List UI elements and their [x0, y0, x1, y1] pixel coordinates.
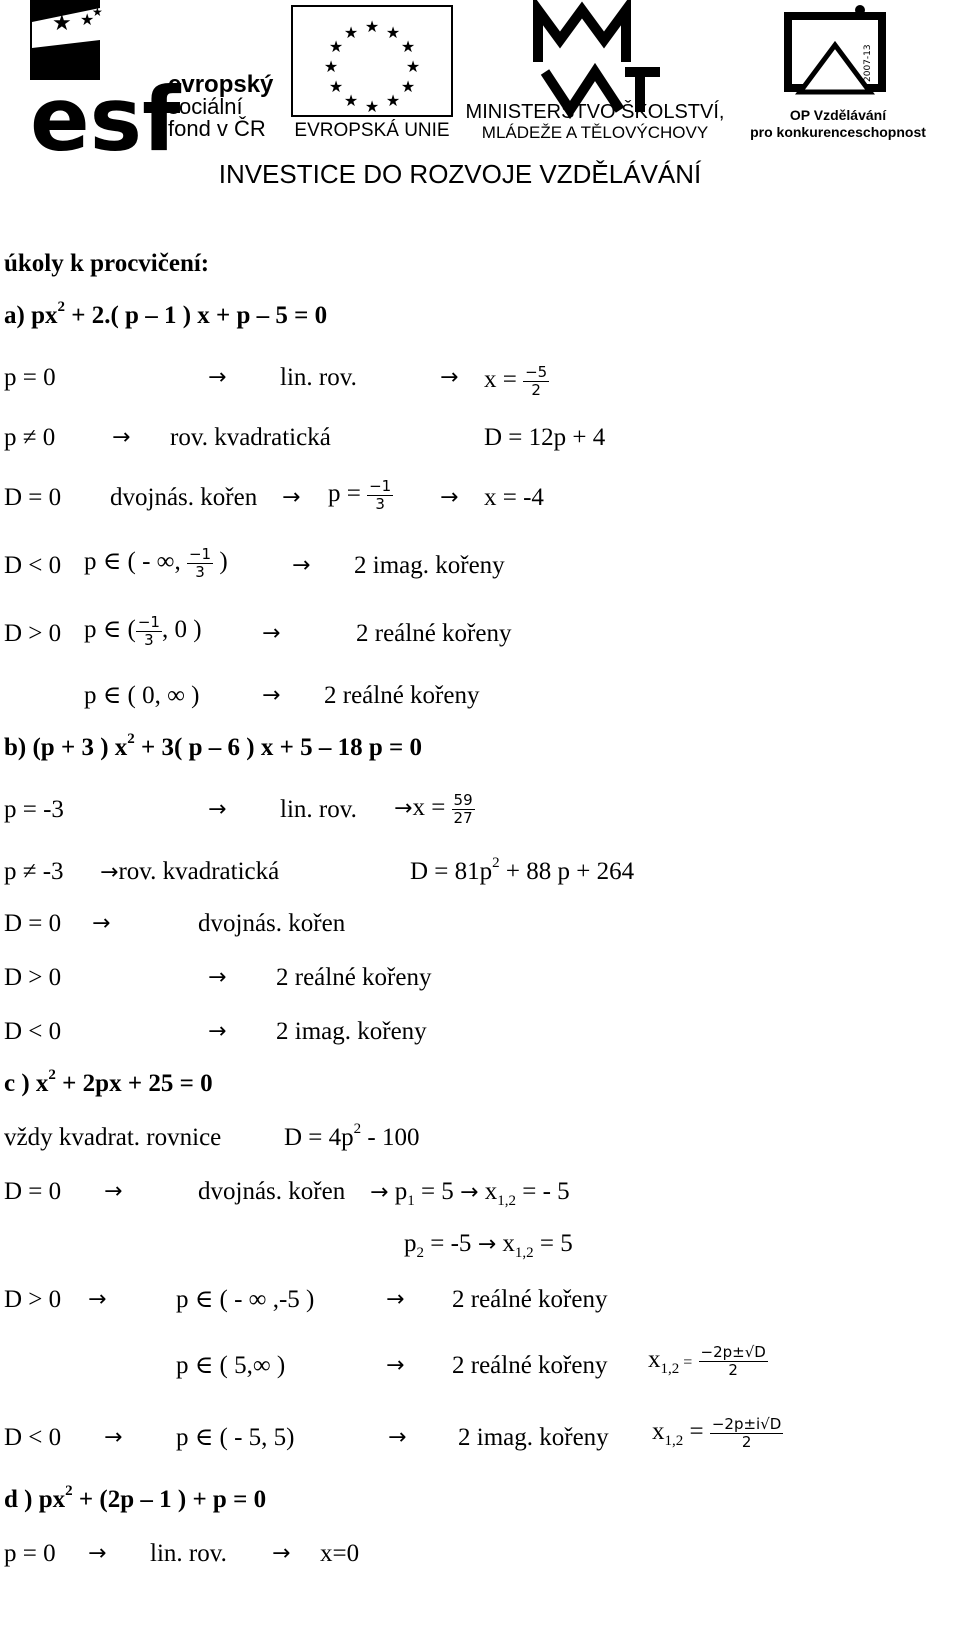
fraction: $\frac{-1}{3}$: [188, 545, 212, 581]
exercises-heading: úkoly k procvičení:: [4, 250, 210, 277]
arrow-icon: →: [370, 1180, 389, 1205]
svg-text:evropský: evropský: [168, 71, 274, 98]
task-b-title: b) (p + 3 ) $x^2 + 3$( p – 6 ) x + 5 – 18 p = 0: [4, 731, 422, 761]
arrow-icon: →: [262, 621, 281, 646]
op-vzdelavani-logo: [750, 5, 926, 140]
a-line2-p: p ≠ 0: [4, 424, 56, 451]
arrow-icon: →: [112, 425, 131, 450]
a-line3-D: D = 0: [4, 484, 62, 511]
arrow-icon: →: [88, 1541, 107, 1566]
banner-title: INVESTICE DO ROZVOJE VZDĚLÁVÁNÍ: [218, 159, 702, 189]
b-line5-result: 2 imag. kořeny: [276, 1018, 427, 1045]
svg-text:★: ★: [400, 37, 416, 56]
c-line5-result: 2 reálné kořeny: [452, 1352, 608, 1379]
b-line1-type: lin. rov.: [280, 796, 357, 823]
svg-text:2007-13: 2007-13: [863, 44, 873, 82]
task-a-title: a) $px^2 + 2$.( p – 1 ) x + p – 5 = 0: [4, 299, 328, 329]
svg-text:★: ★: [343, 91, 359, 110]
c-line2-p1: → $p_1 = 5 \to x_{1,2}$ = - 5: [370, 1178, 570, 1209]
svg-text:★: ★: [343, 23, 359, 42]
svg-text:MINISTERSTVO ŠKOLSTVÍ,: MINISTERSTVO ŠKOLSTVÍ,: [465, 101, 725, 123]
b-line2-type: →rov. kvadratická: [100, 858, 280, 885]
arrow-icon: →: [460, 1180, 479, 1205]
b-line3-result: dvojnás. kořen: [198, 910, 346, 937]
a-line1-type: lin. rov.: [280, 364, 357, 391]
svg-text:★: ★: [385, 23, 401, 42]
svg-text:EVROPSKÁ UNIE: EVROPSKÁ UNIE: [294, 120, 450, 141]
a-line5-result: 2 reálné kořeny: [356, 620, 512, 647]
svg-text:★: ★: [364, 17, 380, 36]
arrow-icon: →: [208, 365, 227, 390]
b-line3-D: D = 0: [4, 910, 62, 937]
a-line3-text: dvojnás. kořen: [110, 484, 258, 511]
a-line5-D: D > 0: [4, 620, 62, 647]
svg-text:★: ★: [80, 10, 95, 29]
c-line4-result: 2 reálné kořeny: [452, 1286, 608, 1313]
d-line1-x: x=0: [320, 1540, 360, 1567]
svg-text:sociální: sociální: [168, 94, 243, 119]
c-line5-formula: $x_{1,2}$ = $\frac{-2p\pm√D}{2}$: [648, 1343, 766, 1379]
fraction: $\frac{-1}{3}$: [369, 477, 392, 513]
svg-text:MLÁDEŽE A TĚLOVÝCHOVY: MLÁDEŽE A TĚLOVÝCHOVY: [481, 123, 709, 142]
svg-text:★: ★: [323, 57, 339, 76]
a-line2-type: rov. kvadratická: [170, 424, 331, 451]
d-line1-type: lin. rov.: [150, 1540, 227, 1567]
a-line4-D: D < 0: [4, 552, 62, 579]
b-line4-result: 2 reálné kořeny: [276, 964, 432, 991]
c-line3-p2: $p_2 = -5 \to x_{1,2} = 5$: [404, 1230, 573, 1261]
svg-text:fond v ČR: fond v ČR: [168, 116, 266, 141]
c-line4-D: D > 0: [4, 1286, 62, 1313]
b-line1-x: →x = $\frac{59}{27}$: [394, 791, 473, 827]
arrow-icon: →: [100, 860, 119, 885]
a-line3-p: p = $\frac{-1}{3}$: [328, 477, 392, 513]
a-line5-interval: p ∈ ( $\frac{-1}{3}$ , 0 ): [84, 613, 202, 649]
d-line1-p: p = 0: [4, 1540, 56, 1567]
arrow-icon: →: [440, 485, 459, 510]
task-c-title: c ) $x^2 + 2px + 25 = 0$: [4, 1067, 213, 1097]
c-line6-interval: p ∈ ( - 5, 5): [176, 1424, 295, 1451]
svg-text:★: ★: [385, 91, 401, 110]
svg-text:★: ★: [92, 5, 103, 19]
svg-text:OP Vzdělávání: OP Vzdělávání: [789, 107, 887, 123]
arrow-icon: →: [104, 1179, 123, 1204]
fraction: $\frac{-1}{3}$: [137, 613, 160, 649]
arrow-icon: →: [388, 1425, 407, 1450]
b-line2-p: p ≠ -3: [4, 858, 64, 885]
arrow-icon: →: [92, 911, 111, 936]
task-d-title: d ) $px^2 + (2p - 1$ ) + p = 0: [4, 1483, 267, 1513]
svg-text:★: ★: [52, 11, 72, 36]
b-line5-D: D < 0: [4, 1018, 62, 1045]
arrow-icon: →: [88, 1287, 107, 1312]
arrow-icon: →: [272, 1541, 291, 1566]
a-line3-x: x = -4: [484, 484, 544, 511]
esf-logo: [30, 0, 274, 171]
c-line2-D: D = 0: [4, 1178, 62, 1205]
esf-letters: esf: [30, 68, 181, 171]
arrow-icon: →: [394, 796, 413, 822]
arrow-icon: →: [477, 1232, 497, 1257]
c-line1-text: vždy kvadrat. rovnice: [4, 1124, 222, 1151]
c-line6-result: 2 imag. kořeny: [458, 1424, 609, 1451]
arrow-icon: →: [386, 1287, 405, 1312]
arrow-icon: →: [386, 1353, 405, 1378]
c-line2-text: dvojnás. kořen: [198, 1178, 346, 1205]
a-line1-p: p = 0: [4, 364, 56, 391]
b-line4-D: D > 0: [4, 964, 62, 991]
arrow-icon: →: [104, 1425, 123, 1450]
svg-text:★: ★: [328, 37, 344, 56]
header-logos: [0, 0, 960, 200]
arrow-icon: →: [292, 553, 311, 578]
arrow-icon: →: [208, 797, 227, 822]
a-line4-interval: p ∈ ( - ∞, $\frac{-1}{3}$ ): [84, 545, 228, 581]
a-line2-discriminant: D = 12p + 4: [484, 424, 606, 451]
svg-text:pro konkurenceschopnost: pro konkurenceschopnost: [750, 124, 926, 140]
arrow-icon: →: [440, 365, 459, 390]
fraction: $\frac{-5}{2}$: [525, 363, 548, 399]
arrow-icon: →: [282, 485, 301, 510]
svg-text:★: ★: [328, 77, 344, 96]
msmt-logo: [466, 10, 725, 142]
c-line6-D: D < 0: [4, 1424, 62, 1451]
a-line1-x: x = $\frac{-5}{2}$: [484, 363, 548, 399]
b-line1-p: p = -3: [4, 796, 64, 823]
fraction: $\frac{59}{27}$: [453, 791, 473, 827]
c-line1-discriminant: $D = 4p^2 - 100$: [284, 1121, 420, 1151]
arrow-icon: →: [208, 1019, 227, 1044]
fraction: $\frac{-2p\pm i√D}{2}$: [711, 1415, 782, 1451]
a-line6-interval: p ∈ ( 0, ∞ ): [84, 682, 200, 709]
arrow-icon: →: [262, 683, 281, 708]
c-line4-interval: p ∈ ( - ∞ ,-5 ): [176, 1286, 315, 1313]
arrow-icon: →: [208, 965, 227, 990]
c-line5-interval: p ∈ ( 5,∞ ): [176, 1352, 286, 1379]
svg-text:★: ★: [400, 77, 416, 96]
svg-text:★: ★: [405, 57, 421, 76]
c-line6-formula: $x_{1,2}$ = $\frac{-2p\pm i√D}{2}$: [652, 1415, 782, 1451]
a-line4-result: 2 imag. kořeny: [354, 552, 505, 579]
fraction: $\frac{-2p\pm√D}{2}$: [700, 1343, 766, 1379]
b-line2-discriminant: $D = 81p^2 + 88$ p + 264: [410, 855, 635, 885]
eu-flag-logo: [292, 6, 452, 141]
svg-text:★: ★: [364, 97, 380, 116]
a-line6-result: 2 reálné kořeny: [324, 682, 480, 709]
